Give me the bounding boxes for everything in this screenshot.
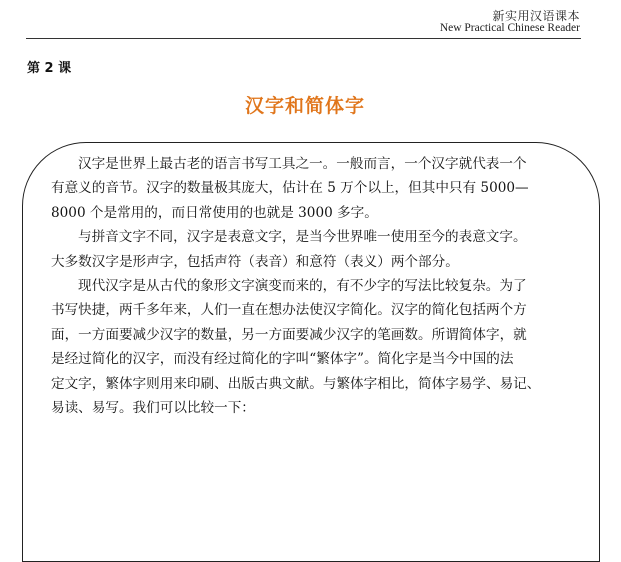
passage-line: 现代汉字是从古代的象形文字演变而来的，有不少字的写法比较复杂。为了	[78, 278, 527, 295]
page-title: 汉字和简体字	[244, 95, 365, 117]
header-divider	[26, 38, 581, 39]
passage-line: 书写快捷，两千多年来，人们一直在想办法使汉字简化。汉字的简化包括两个方	[51, 302, 527, 319]
passage-line: 汉字是世界上最古老的语言书写工具之一。一般而言，一个汉字就代表一个	[78, 156, 527, 172]
passage-line: 大多数汉字是形声字，包括声符（表音）和意符（表义）两个部分。	[51, 253, 459, 270]
reading-passage	[51, 152, 584, 420]
passage-line: 8000 个是常用的，而日常使用的也就是 3000 多字。	[51, 204, 378, 221]
lesson-number: 第 2 课	[27, 61, 72, 76]
book-title-english: New Practical Chinese Reader	[439, 22, 580, 34]
passage-line: 有意义的音节。汉字的数量极其庞大，估计在 5 万个以上，但其中只有 5000—	[51, 180, 529, 197]
passage-line: 与拼音文字不同，汉字是表意文字，是当今世界唯一使用至今的表意文字。	[78, 229, 527, 246]
passage-line: 面，一方面要减少汉字的数量，另一方面要减少汉字的笔画数。所谓简体字，就	[51, 326, 527, 343]
passage-line: 易读、易写。我们可以比较一下：	[51, 400, 255, 417]
passage-line: 定文字，繁体字则用来印刷、出版古典文献。与繁体字相比，简体字易学、易记、	[51, 375, 541, 392]
book-title-chinese: 新实用汉语课本	[492, 9, 580, 23]
passage-line: 是经过简化的汉字，而没有经过简化的字叫“繁体字”。简化字是当今中国的法	[51, 351, 514, 368]
